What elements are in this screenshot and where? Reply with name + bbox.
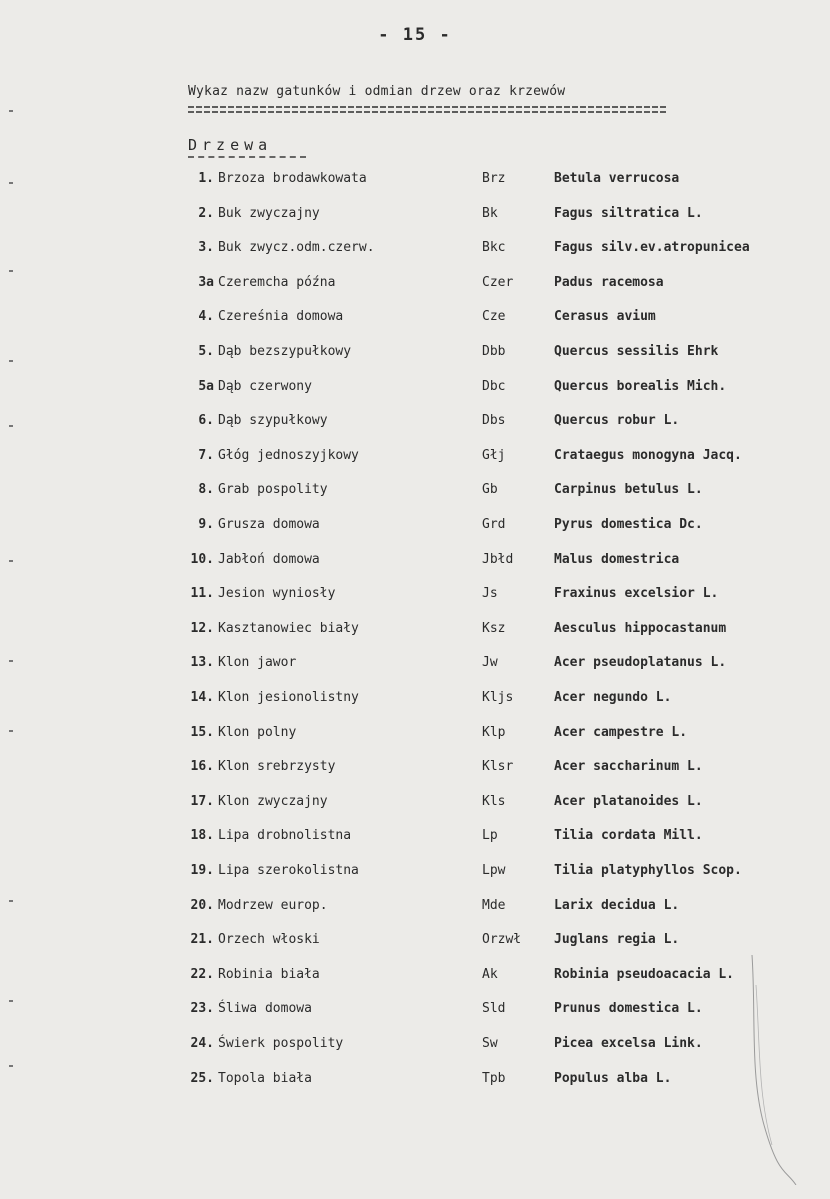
latin-name: Acer campestre L. <box>554 724 688 740</box>
section-underline <box>188 156 306 158</box>
row-number: 13. <box>190 655 214 671</box>
abbreviation: Ak <box>482 966 498 982</box>
polish-name: Grusza domowa <box>218 517 320 532</box>
margin-mark <box>9 730 13 732</box>
polish-name: Jesion wyniosły <box>218 586 336 602</box>
table-row <box>0 794 830 820</box>
abbreviation: Jw <box>482 655 498 671</box>
latin-name: Fagus siltratica L. <box>554 205 703 221</box>
latin-name: Tilia cordata Mill. <box>554 828 703 844</box>
polish-name: Modrzew europ. <box>218 897 328 913</box>
row-number: 7. <box>198 447 214 463</box>
table-row <box>0 690 830 716</box>
row-number: 17. <box>190 793 214 809</box>
row-number: 16. <box>190 759 214 775</box>
abbreviation: Klsr <box>482 759 514 775</box>
abbreviation: Dbs <box>482 413 506 429</box>
table-row <box>0 932 830 958</box>
polish-name: Lipa szerokolistna <box>218 863 359 878</box>
table-row <box>0 482 830 508</box>
table-row <box>0 552 830 578</box>
row-number: 23. <box>190 1001 214 1017</box>
latin-name: Carpinus betulus L. <box>554 482 703 498</box>
section-title: Drzewa <box>188 136 273 154</box>
latin-name: Betula verrucosa <box>554 171 680 186</box>
table-row <box>0 309 830 335</box>
abbreviation: Czer <box>482 274 514 290</box>
table-row <box>0 1001 830 1027</box>
latin-name: Acer platanoides L. <box>554 793 703 809</box>
latin-name: Pyrus domestica Dc. <box>554 517 703 532</box>
polish-name: Głóg jednoszyjkowy <box>218 447 359 463</box>
row-number: 15. <box>190 724 214 740</box>
latin-name: Quercus sessilis Ehrk <box>554 344 719 359</box>
abbreviation: Grd <box>482 517 506 532</box>
polish-name: Klon jesionolistny <box>218 690 359 705</box>
table-row <box>0 413 830 439</box>
polish-name: Buk zwyczajny <box>218 205 320 221</box>
table-row <box>0 759 830 785</box>
abbreviation: Głj <box>482 447 506 463</box>
abbreviation: Kljs <box>482 690 514 705</box>
row-number: 3. <box>198 240 214 256</box>
row-number: 5. <box>198 344 214 359</box>
latin-name: Crataegus monogyna Jacq. <box>554 447 742 463</box>
table-row <box>0 1036 830 1062</box>
table-row <box>0 828 830 854</box>
polish-name: Klon polny <box>218 724 297 740</box>
table-row <box>0 898 830 924</box>
table-row <box>0 621 830 647</box>
margin-mark <box>9 360 13 362</box>
margin-mark <box>9 660 13 662</box>
heading-double-underline <box>188 106 668 115</box>
paper-fold-crease <box>742 955 802 1185</box>
latin-name: Padus racemosa <box>554 274 664 290</box>
margin-mark <box>9 900 13 902</box>
row-number: 5a <box>198 378 214 394</box>
row-number: 18. <box>190 828 214 844</box>
polish-name: Orzech włoski <box>218 932 320 948</box>
latin-name: Aesculus hippocastanum <box>554 620 727 636</box>
row-number: 10. <box>190 551 214 567</box>
table-row <box>0 240 830 266</box>
margin-mark <box>9 110 13 112</box>
table-row <box>0 1071 830 1097</box>
polish-name: Grab pospolity <box>218 482 328 498</box>
abbreviation: Klp <box>482 724 506 740</box>
margin-mark <box>9 1000 13 1002</box>
polish-name: Jabłoń domowa <box>218 551 320 567</box>
page-heading: Wykaz nazw gatunków i odmian drzew oraz krzewów <box>188 84 566 99</box>
page-number: - 15 - <box>378 25 452 45</box>
polish-name: Robinia biała <box>218 966 320 982</box>
abbreviation: Gb <box>482 482 498 498</box>
polish-name: Czereśnia domowa <box>218 309 344 325</box>
latin-name: Quercus robur L. <box>554 413 680 429</box>
table-row <box>0 171 830 197</box>
latin-name: Prunus domestica L. <box>554 1001 703 1017</box>
latin-name: Larix decidua L. <box>554 897 680 913</box>
latin-name: Quercus borealis Mich. <box>554 378 727 394</box>
latin-name: Acer negundo L. <box>554 690 672 705</box>
abbreviation: Cze <box>482 309 506 325</box>
polish-name: Buk zwycz.odm.czerw. <box>218 240 375 256</box>
latin-name: Picea excelsa Link. <box>554 1036 703 1051</box>
latin-name: Tilia platyphyllos Scop. <box>554 863 742 878</box>
table-row <box>0 655 830 681</box>
latin-name: Cerasus avium <box>554 309 656 325</box>
table-row <box>0 275 830 301</box>
row-number: 25. <box>190 1070 214 1086</box>
abbreviation: Js <box>482 586 498 602</box>
row-number: 20. <box>190 897 214 913</box>
latin-name: Fagus silv.ev.atropunicea <box>554 240 750 256</box>
abbreviation: Sld <box>482 1001 506 1017</box>
margin-mark <box>9 270 13 272</box>
row-number: 12. <box>190 620 214 636</box>
polish-name: Świerk pospolity <box>218 1036 344 1051</box>
polish-name: Dąb bezszypułkowy <box>218 344 352 359</box>
abbreviation: Dbc <box>482 378 506 394</box>
table-row <box>0 586 830 612</box>
row-number: 24. <box>190 1036 214 1051</box>
row-number: 22. <box>190 966 214 982</box>
abbreviation: Sw <box>482 1036 498 1051</box>
table-row <box>0 448 830 474</box>
latin-name: Robinia pseudoacacia L. <box>554 966 735 982</box>
table-row <box>0 344 830 370</box>
abbreviation: Tpb <box>482 1070 506 1086</box>
abbreviation: Jbłd <box>482 551 514 567</box>
polish-name: Brzoza brodawkowata <box>218 171 367 186</box>
table-row <box>0 725 830 751</box>
row-number: 6. <box>198 413 214 429</box>
abbreviation: Brz <box>482 171 506 186</box>
abbreviation: Kls <box>482 793 506 809</box>
polish-name: Klon srebrzysty <box>218 759 336 775</box>
row-number: 21. <box>190 932 214 948</box>
polish-name: Klon zwyczajny <box>218 793 328 809</box>
margin-mark <box>9 1065 13 1067</box>
row-number: 9. <box>198 517 214 532</box>
row-number: 11. <box>190 586 214 602</box>
table-row <box>0 517 830 543</box>
abbreviation: Dbb <box>482 344 506 359</box>
row-number: 19. <box>190 863 214 878</box>
row-number: 1. <box>198 171 214 186</box>
abbreviation: Mde <box>482 897 506 913</box>
latin-name: Acer saccharinum L. <box>554 759 703 775</box>
abbreviation: Ksz <box>482 620 506 636</box>
abbreviation: Orzwł <box>482 932 522 948</box>
polish-name: Czeremcha późna <box>218 274 336 290</box>
row-number: 14. <box>190 690 214 705</box>
margin-mark <box>9 560 13 562</box>
abbreviation: Lpw <box>482 863 506 878</box>
abbreviation: Lp <box>482 828 498 844</box>
margin-mark <box>9 182 13 184</box>
table-row <box>0 206 830 232</box>
row-number: 4. <box>198 309 214 325</box>
latin-name: Juglans regia L. <box>554 932 680 948</box>
abbreviation: Bk <box>482 205 498 221</box>
polish-name: Dąb szypułkowy <box>218 413 328 429</box>
polish-name: Dąb czerwony <box>218 378 312 394</box>
latin-name: Acer pseudoplatanus L. <box>554 655 727 671</box>
polish-name: Lipa drobnolistna <box>218 828 352 844</box>
polish-name: Kasztanowiec biały <box>218 620 359 636</box>
row-number: 8. <box>198 482 214 498</box>
latin-name: Malus domestrica <box>554 551 680 567</box>
row-number: 3a <box>198 274 214 290</box>
table-row <box>0 967 830 993</box>
row-number: 2. <box>198 205 214 221</box>
polish-name: Klon jawor <box>218 655 297 671</box>
table-row <box>0 379 830 405</box>
margin-mark <box>9 425 13 427</box>
latin-name: Populus alba L. <box>554 1070 672 1086</box>
polish-name: Śliwa domowa <box>218 1001 312 1017</box>
table-row <box>0 863 830 889</box>
abbreviation: Bkc <box>482 240 506 256</box>
polish-name: Topola biała <box>218 1070 312 1086</box>
latin-name: Fraxinus excelsior L. <box>554 586 719 602</box>
